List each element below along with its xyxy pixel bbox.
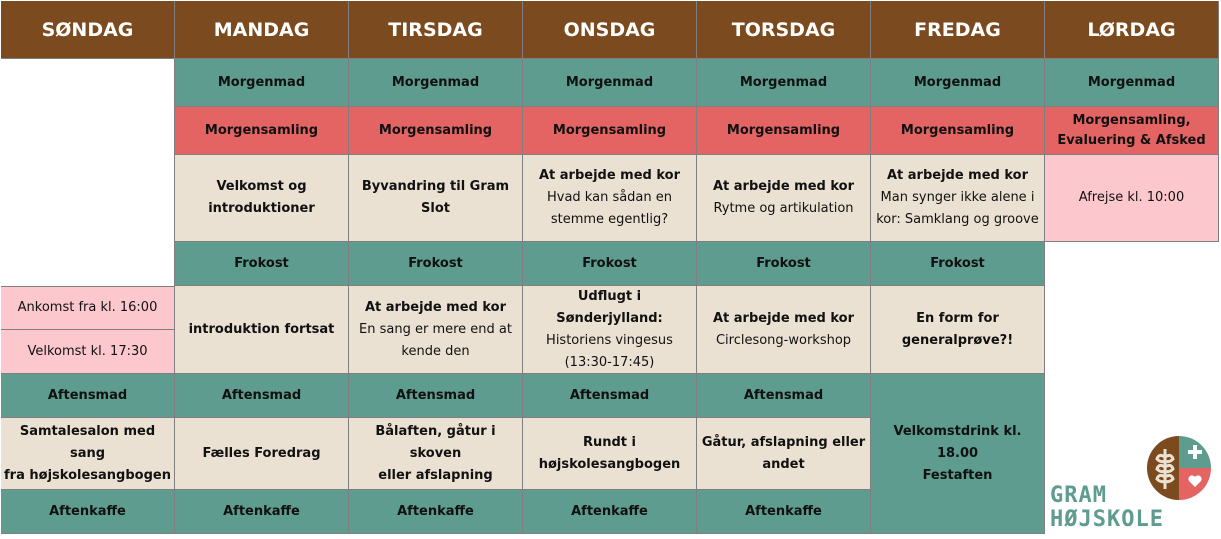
cell-eftermiddag-fredag xyxy=(871,286,1045,374)
cell-frokost-fredag: Frokost xyxy=(871,242,1045,286)
cell-frokost-onsdag: Frokost xyxy=(523,242,697,286)
header-sondag: SØNDAG xyxy=(1,1,175,59)
formiddag-onsdag-line2: stemme egentlig? xyxy=(550,212,669,227)
header-mandag: MANDAG xyxy=(175,1,349,59)
cell-aftenkaffe-tirsdag: Aftenkaffe xyxy=(349,490,523,534)
cell-aften-torsdag xyxy=(697,418,871,490)
cell-eftermiddag-tirsdag xyxy=(349,286,523,374)
lordag-morgen-line2: Evaluering & Afsked xyxy=(1057,132,1206,148)
cell-aften-tirsdag xyxy=(349,418,523,490)
cell-frokost-mandag: Frokost xyxy=(175,242,349,286)
cell-aftensmad-mandag: Aftensmad xyxy=(175,374,349,418)
cell-aften-mandag: Fælles Foredrag xyxy=(175,418,349,490)
cell-frokost-torsdag: Frokost xyxy=(697,242,871,286)
aften-onsdag-line2: højskolesangbogen xyxy=(538,456,681,472)
cell-formiddag-mandag xyxy=(175,155,349,242)
header-onsdag: ONSDAG xyxy=(523,1,697,59)
aften-sondag-line1: Samtalesalon med sang xyxy=(19,423,156,461)
cell-morgenmad-mandag: Morgenmad xyxy=(175,59,349,107)
eftermiddag-onsdag-title: Udflugt i Sønderjylland: xyxy=(556,288,663,326)
cell-aftensmad-sondag: Aftensmad xyxy=(1,374,175,418)
cell-morgensamling-tirsdag: Morgensamling xyxy=(349,107,523,155)
cell-aftenkaffe-onsdag: Aftenkaffe xyxy=(523,490,697,534)
formiddag-mandag-line2: introduktioner xyxy=(208,201,315,216)
header-tirsdag: TIRSDAG xyxy=(349,1,523,59)
cell-aften-sondag xyxy=(1,418,175,490)
cell-morgenmad-onsdag: Morgenmad xyxy=(523,59,697,107)
lordag-morgen-line1: Morgensamling, xyxy=(1072,112,1191,128)
empty-cell-sondag-morning xyxy=(1,59,175,286)
cell-aftenkaffe-mandag: Aftenkaffe xyxy=(175,490,349,534)
header-fredag: FREDAG xyxy=(871,1,1045,59)
eftermiddag-tirsdag-line1: En sang er mere end at xyxy=(359,321,512,337)
aften-torsdag-line1: Gåtur, afslapning eller xyxy=(701,434,866,450)
cell-aftensmad-onsdag: Aftensmad xyxy=(523,374,697,418)
cell-morgensamling-lordag xyxy=(1045,107,1219,155)
cell-formiddag-fredag xyxy=(871,155,1045,242)
cell-frokost-tirsdag: Frokost xyxy=(349,242,523,286)
logo-text-gram: GRAM xyxy=(1050,483,1107,508)
cell-aftensmad-torsdag: Aftensmad xyxy=(697,374,871,418)
aften-tirsdag-line1: Bålaften, gåtur i skoven xyxy=(375,423,496,461)
gram-hojskole-logo xyxy=(1050,435,1220,535)
empty-cell-lordag-afternoon xyxy=(1045,242,1219,374)
cell-aftenkaffe-sondag: Aftenkaffe xyxy=(1,490,175,534)
cell-morgenmad-fredag: Morgenmad xyxy=(871,59,1045,107)
eftermiddag-tirsdag-title: At arbejde med kor xyxy=(364,299,507,315)
cell-morgenmad-torsdag: Morgenmad xyxy=(697,59,871,107)
cell-velkomst-sondag: Velkomst kl. 17:30 xyxy=(1,330,175,374)
cell-formiddag-lordag: Afrejse kl. 10:00 xyxy=(1045,155,1219,242)
aften-onsdag-line1: Rundt i xyxy=(582,434,637,450)
cell-aften-onsdag xyxy=(523,418,697,490)
formiddag-mandag-line1: Velkomst og xyxy=(216,179,307,194)
festaften-line2: Festaften xyxy=(922,467,993,483)
logo-text-hojskole: HØJSKOLE xyxy=(1050,507,1164,532)
formiddag-torsdag-title: At arbejde med kor xyxy=(712,179,855,194)
header-torsdag: TORSDAG xyxy=(697,1,871,59)
cell-eftermiddag-mandag: introduktion fortsat xyxy=(175,286,349,374)
cell-eftermiddag-torsdag xyxy=(697,286,871,374)
cell-morgensamling-onsdag: Morgensamling xyxy=(523,107,697,155)
aften-torsdag-line2: andet xyxy=(762,456,805,472)
eftermiddag-torsdag-title: At arbejde med kor xyxy=(712,310,855,326)
eftermiddag-tirsdag-line2: kende den xyxy=(401,343,470,359)
cell-morgenmad-lordag: Morgenmad xyxy=(1045,59,1219,107)
cell-aftensmad-tirsdag: Aftensmad xyxy=(349,374,523,418)
eftermiddag-torsdag-line1: Circlesong-workshop xyxy=(715,332,852,348)
formiddag-onsdag-title: At arbejde med kor xyxy=(538,168,681,183)
cell-formiddag-tirsdag: Byvandring til Gram Slot xyxy=(349,155,523,242)
eftermiddag-onsdag-line1: Historiens vingesus xyxy=(546,332,673,348)
cell-morgensamling-mandag: Morgensamling xyxy=(175,107,349,155)
logo-emblem-icon xyxy=(1146,435,1212,501)
cell-morgensamling-torsdag: Morgensamling xyxy=(697,107,871,155)
cell-festaften-fredag xyxy=(871,374,1045,534)
formiddag-fredag-line1: Man synger ikke alene i xyxy=(880,190,1035,205)
cell-formiddag-onsdag xyxy=(523,155,697,242)
cell-aftenkaffe-torsdag: Aftenkaffe xyxy=(697,490,871,534)
eftermiddag-onsdag-line2: (13:30-17:45) xyxy=(564,354,655,370)
header-lordag: LØRDAG xyxy=(1045,1,1219,59)
formiddag-onsdag-line1: Hvad kan sådan en xyxy=(546,190,673,205)
formiddag-torsdag-line1: Rytme og artikulation xyxy=(713,201,854,216)
cell-morgenmad-tirsdag: Morgenmad xyxy=(349,59,523,107)
festaften-line1: Velkomstdrink kl. 18.00 xyxy=(893,423,1022,461)
aften-sondag-line2: fra højskolesangbogen xyxy=(4,467,171,483)
eftermiddag-fredag-line2: generalprøve?! xyxy=(901,332,1014,348)
cell-formiddag-torsdag xyxy=(697,155,871,242)
cell-morgensamling-fredag: Morgensamling xyxy=(871,107,1045,155)
eftermiddag-fredag-line1: En form for xyxy=(916,310,999,326)
cell-ankomst-sondag: Ankomst fra kl. 16:00 xyxy=(1,286,175,330)
formiddag-fredag-line2: kor: Samklang og groove xyxy=(876,212,1039,227)
formiddag-fredag-title: At arbejde med kor xyxy=(886,168,1029,183)
aften-tirsdag-line2: eller afslapning xyxy=(378,467,493,483)
weekly-schedule-table xyxy=(1,1,1219,534)
cell-eftermiddag-onsdag xyxy=(523,286,697,374)
